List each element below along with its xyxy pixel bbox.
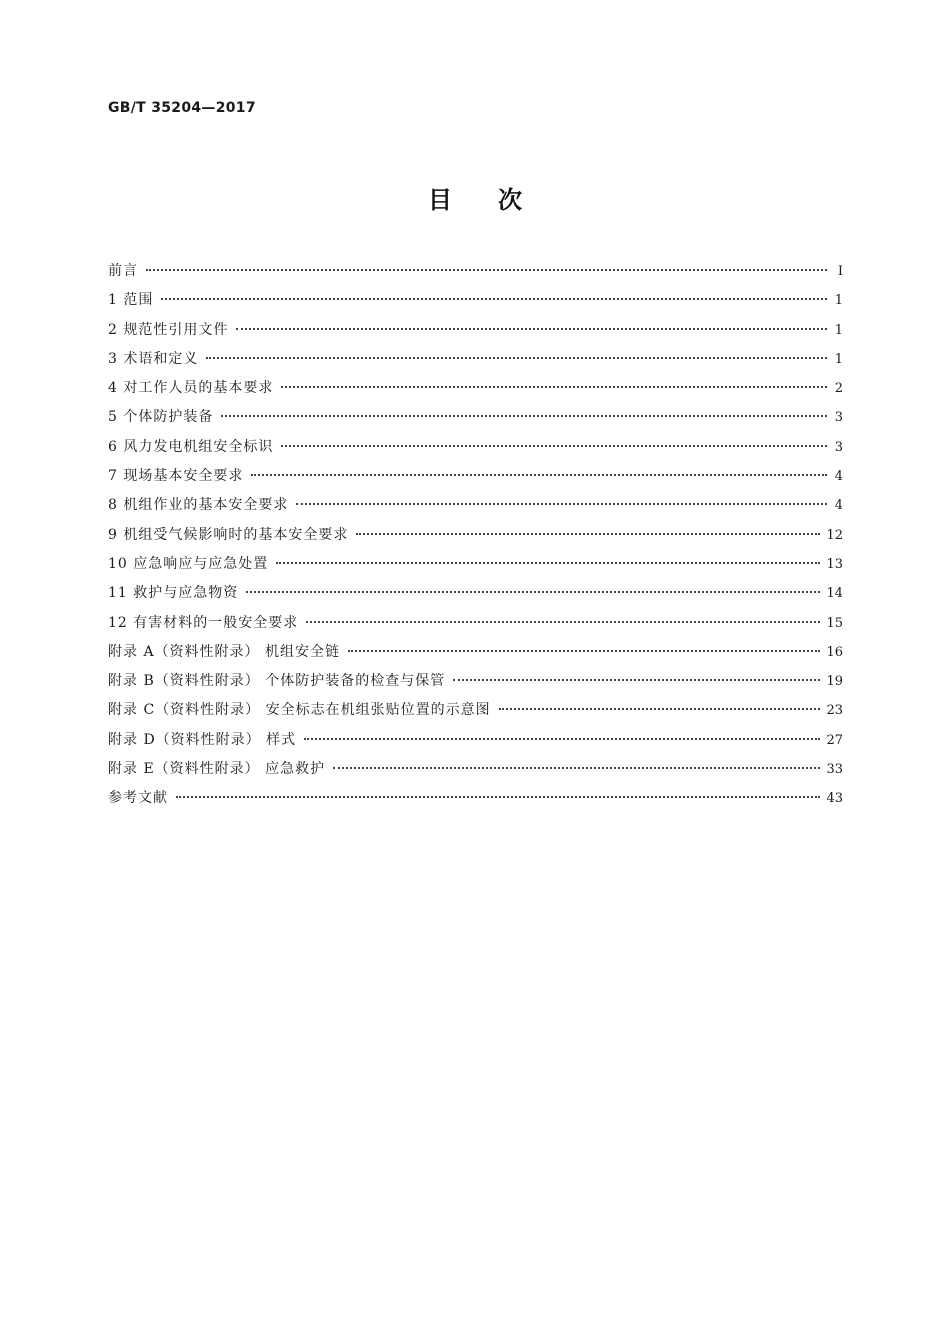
toc-leader-dots [276,562,820,564]
toc-entry[interactable] [108,726,843,755]
toc-entry[interactable] [108,550,843,579]
toc-entry-page: 16 [826,644,843,660]
toc-entry-label: 10 应急响应与应急处置 [108,555,269,572]
toc-entry-page: 4 [834,469,843,485]
toc-entry[interactable] [108,345,843,374]
toc-entry-page: 19 [826,674,843,690]
toc-leader-dots [453,679,820,681]
toc-leader-dots [499,708,821,710]
toc-entry-page: 33 [826,762,843,778]
toc-entry-label: 6 风力发电机组安全标识 [108,438,274,455]
toc-entry-page: 3 [834,410,843,426]
toc-entry[interactable] [108,316,843,345]
toc-leader-dots [281,445,827,447]
toc-entry-label: 12 有害材料的一般安全要求 [108,614,299,631]
toc-leader-dots [246,591,820,593]
toc-leader-dots [176,796,820,798]
toc-leader-dots [206,357,827,359]
toc-entry-label: 前言 [108,263,138,279]
toc-entry-page: 12 [826,527,843,543]
toc-entry-label: 11 救护与应急物资 [108,585,239,602]
toc-entry-label: 7 现场基本安全要求 [108,468,244,485]
toc-entry[interactable] [108,462,843,491]
toc-entry[interactable] [108,433,843,462]
toc-entry-page: 23 [826,703,843,719]
toc-entry-page: 2 [834,381,843,397]
toc-entry-page: 13 [826,556,843,572]
toc-entry-page: 1 [834,322,843,338]
toc-entry-page: 1 [834,351,843,367]
toc-entry-label: 4 对工作人员的基本要求 [108,380,274,397]
toc-entry-label: 2 规范性引用文件 [108,321,229,338]
toc-entry-label: 3 术语和定义 [108,350,199,367]
toc-entry[interactable] [108,403,843,432]
toc-entry-label: 附录 D（资料性附录） 样式 [108,731,297,748]
toc-entry[interactable] [108,638,843,667]
toc-entry[interactable] [108,755,843,784]
toc-entry[interactable] [108,579,843,608]
toc-entry-label: 1 范围 [108,292,154,309]
toc-entry[interactable] [108,696,843,725]
standard-code: GB/T 35204—2017 [108,100,256,116]
toc-entry-page: Ⅰ [837,264,843,279]
toc-entry[interactable] [108,374,843,403]
toc-entry[interactable] [108,491,843,520]
toc-leader-dots [333,767,820,769]
toc-entry-page: 43 [826,791,843,807]
toc-leader-dots [221,415,827,417]
toc-entry[interactable] [108,784,843,813]
toc-entry-page: 3 [834,439,843,455]
page-title: 目次 [428,186,568,214]
toc-entry-label: 8 机组作业的基本安全要求 [108,497,289,514]
toc-entry-label: 附录 B（资料性附录） 个体防护装备的检查与保管 [108,673,446,690]
toc-entry-page: 1 [834,293,843,309]
toc-leader-dots [304,738,820,740]
toc-leader-dots [296,503,827,505]
toc-entry-label: 9 机组受气候影响时的基本安全要求 [108,526,349,543]
toc-entry[interactable] [108,609,843,638]
toc-leader-dots [306,621,820,623]
toc-leader-dots [146,269,827,271]
toc-entry-label: 附录 E（资料性附录） 应急救护 [108,761,326,778]
toc-leader-dots [251,474,827,476]
toc-leader-dots [161,298,827,300]
table-of-contents [108,257,843,814]
toc-entry-label: 参考文献 [108,790,168,807]
toc-entry-label: 附录 C（资料性附录） 安全标志在机组张贴位置的示意图 [108,702,491,719]
toc-entry[interactable] [108,257,843,286]
toc-leader-dots [356,533,820,535]
toc-entry-page: 4 [834,498,843,514]
toc-entry[interactable] [108,521,843,550]
toc-entry-page: 27 [826,732,843,748]
toc-entry-page: 14 [826,586,843,602]
toc-entry-label: 5 个体防护装备 [108,409,214,426]
toc-leader-dots [348,650,820,652]
toc-leader-dots [281,386,827,388]
toc-entry-label: 附录 A（资料性附录） 机组安全链 [108,643,341,660]
toc-entry[interactable] [108,286,843,315]
toc-leader-dots [236,328,827,330]
toc-entry[interactable] [108,667,843,696]
toc-entry-page: 15 [826,615,843,631]
